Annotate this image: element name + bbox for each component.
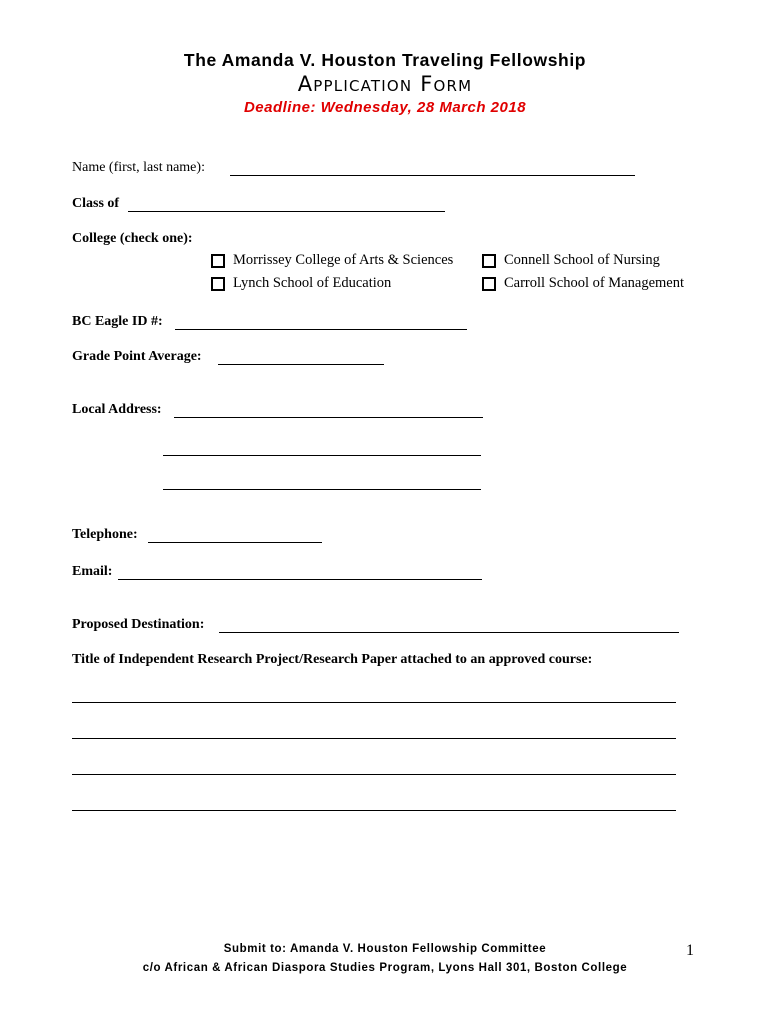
checkbox-icon[interactable] [211,254,225,268]
research-title-line-2[interactable] [72,738,676,739]
research-title-label: Title of Independent Research Project/Research Paper attached to an approved course: [72,652,593,667]
eagle-id-label: BC Eagle ID #: [72,314,163,329]
name-label: Name (first, last name): [72,160,205,175]
eagle-id-input-line[interactable] [175,329,467,330]
gpa-input-line[interactable] [218,364,384,365]
class-input-line[interactable] [128,211,445,212]
research-title-line-3[interactable] [72,774,676,775]
college-option-nursing[interactable] [482,252,660,269]
research-title-line-4[interactable] [72,810,676,811]
class-label: Class of [72,196,120,211]
page-number: 1 [686,942,694,959]
name-input-line[interactable] [230,175,635,176]
destination-label: Proposed Destination: [72,617,205,632]
deadline-text: Deadline: Wednesday, 28 March 2018 [243,99,527,116]
telephone-label: Telephone: [72,527,138,542]
address-input-line-2[interactable] [163,455,481,456]
footer-address-line: c/o African & African Diaspora Studies Program, Lyons Hall 301, Boston College [142,962,628,974]
address-input-line-1[interactable] [174,417,483,418]
email-input-line[interactable] [118,579,482,580]
footer-submit-line: Submit to: Amanda V. Houston Fellowship Committee [223,943,547,955]
college-option-education[interactable] [211,275,391,292]
email-label: Email: [72,564,113,579]
research-title-line-1[interactable] [72,702,676,703]
college-option-arts-sciences[interactable] [211,252,453,269]
checkbox-icon[interactable] [482,254,496,268]
college-option-label: Morrissey College of Arts & Sciences [233,252,454,268]
form-title: The Amanda V. Houston Traveling Fellowship [183,50,587,70]
college-option-management[interactable] [482,275,684,292]
gpa-label: Grade Point Average: [72,349,202,364]
college-label: College (check one): [72,231,193,246]
name-field-row [72,160,205,176]
college-option-label: Connell School of Nursing [504,252,660,268]
college-option-label: Carroll School of Management [504,275,684,291]
checkbox-icon[interactable] [211,277,225,291]
telephone-input-line[interactable] [148,542,322,543]
address-label: Local Address: [72,402,162,417]
checkbox-icon[interactable] [482,277,496,291]
destination-input-line[interactable] [219,632,679,633]
form-subtitle: Application Form [297,72,473,96]
address-input-line-3[interactable] [163,489,481,490]
college-option-label: Lynch School of Education [233,275,392,291]
